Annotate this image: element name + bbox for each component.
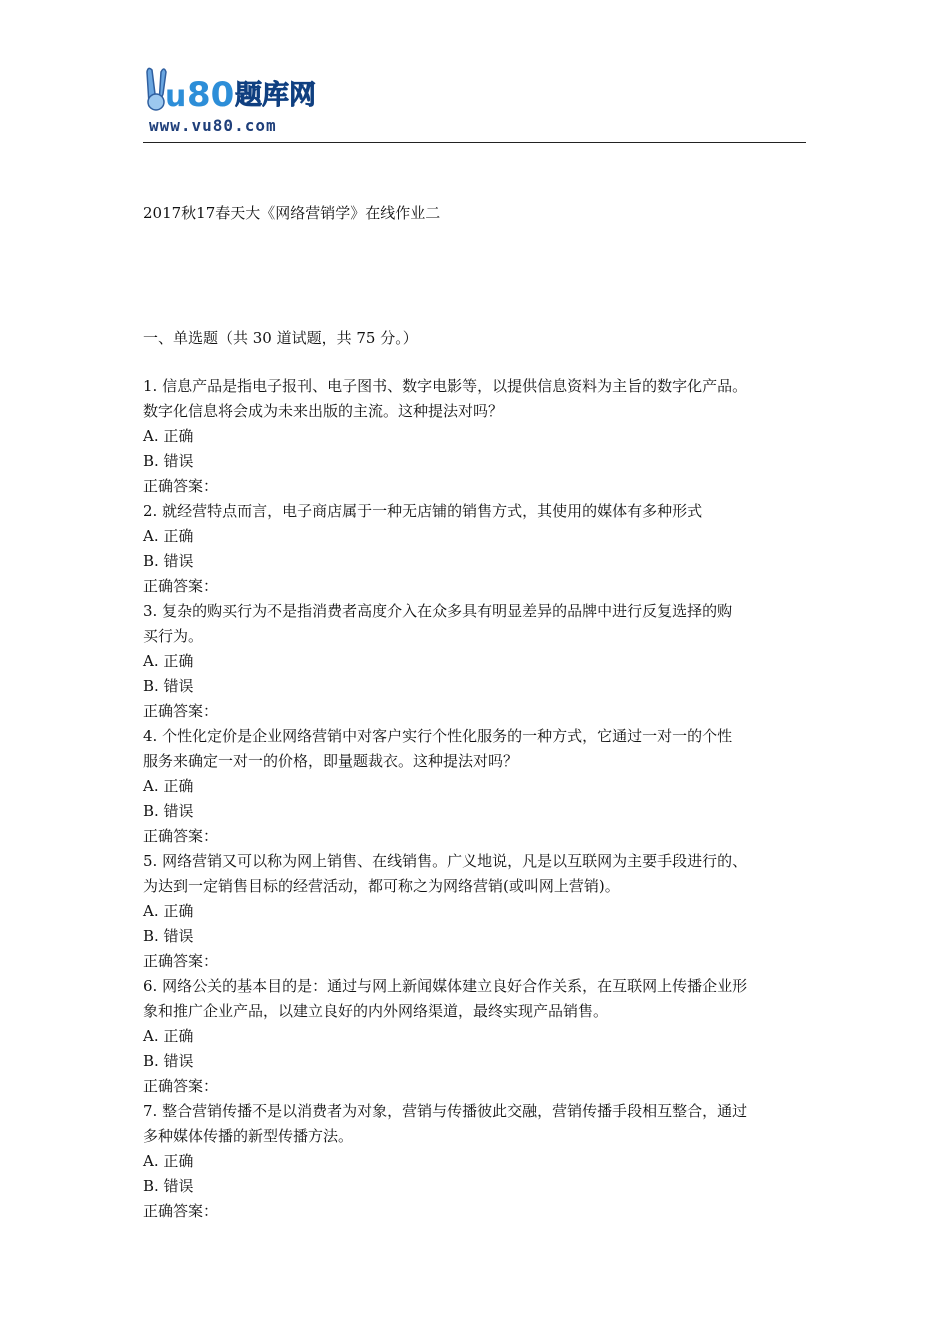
question-text: 1. 信息产品是指电子报刊、电子图书、数字电影等，以提供信息资料为主旨的数字化产品。 — [143, 377, 748, 395]
question-item — [143, 1099, 808, 1224]
option-b: B. 错误 — [143, 802, 194, 820]
question-list — [143, 374, 808, 1224]
option-a: A. 正确 — [143, 652, 194, 670]
question-text: 数字化信息将会成为未来出版的主流。这种提法对吗？ — [143, 402, 504, 420]
question-text: 7. 整合营销传播不是以消费者为对象，营销与传播彼此交融，营销传播手段相互整合，通过 — [143, 1102, 748, 1120]
option-b: B. 错误 — [143, 677, 194, 695]
answer-label: 正确答案： — [143, 477, 219, 495]
question-text: 4. 个性化定价是企业网络营销中对客户实行个性化服务的一种方式，它通过一对一的个性 — [143, 727, 733, 745]
option-a: A. 正确 — [143, 427, 194, 445]
answer-label: 正确答案： — [143, 1202, 219, 1220]
answer-label: 正确答案： — [143, 702, 219, 720]
option-a: A. 正确 — [143, 902, 194, 920]
option-b: B. 错误 — [143, 927, 194, 945]
answer-label: 正确答案： — [143, 577, 219, 595]
question-text: 象和推广企业产品，以建立良好的内外网络渠道，最终实现产品销售。 — [143, 1002, 609, 1020]
option-b: B. 错误 — [143, 552, 194, 570]
question-text: 买行为。 — [143, 627, 204, 645]
question-text: 2. 就经营特点而言，电子商店属于一种无店铺的销售方式，其使用的媒体有多种形式 — [143, 502, 703, 520]
document-title: 2017秋17春天大《网络营销学》在线作业二 — [143, 204, 441, 222]
option-a: A. 正确 — [143, 1152, 194, 1170]
question-text: 5. 网络营销又可以称为网上销售、在线销售。广义地说，凡是以互联网为主要手段进行的、 — [143, 852, 748, 870]
question-text: 服务来确定一对一的价格，即量题裁衣。这种提法对吗？ — [143, 752, 519, 770]
answer-label: 正确答案： — [143, 827, 219, 845]
question-item — [143, 849, 808, 974]
option-a: A. 正确 — [143, 527, 194, 545]
question-text: 3. 复杂的购买行为不是指消费者高度介入在众多具有明显差异的品牌中进行反复选择的购 — [143, 602, 733, 620]
question-item — [143, 724, 808, 849]
question-item — [143, 374, 808, 499]
svg-text:u: u — [165, 79, 187, 114]
svg-text:题库网: 题库网 — [235, 80, 316, 111]
question-item — [143, 599, 808, 724]
question-item — [143, 499, 808, 599]
answer-label: 正确答案： — [143, 1077, 219, 1095]
header-divider — [143, 142, 806, 143]
question-text: 6. 网络公关的基本目的是：通过与网上新闻媒体建立良好合作关系，在互联网上传播企业形 — [143, 977, 748, 995]
option-b: B. 错误 — [143, 1177, 194, 1195]
question-text: 为达到一定销售目标的经营活动，都可称之为网络营销(或叫网上营销)。 — [143, 877, 620, 895]
answer-label: 正确答案： — [143, 952, 219, 970]
vu80-logo-mark — [143, 64, 343, 114]
option-a: A. 正确 — [143, 777, 194, 795]
logo-url-text: www.vu80.com — [149, 116, 277, 135]
site-logo[interactable] — [143, 64, 343, 140]
option-b: B. 错误 — [143, 1052, 194, 1070]
option-b: B. 错误 — [143, 452, 194, 470]
section-heading: 一、单选题（共 30 道试题，共 75 分。） — [143, 329, 418, 347]
question-text: 多种媒体传播的新型传播方法。 — [143, 1127, 354, 1145]
svg-text:80: 80 — [187, 75, 235, 114]
option-a: A. 正确 — [143, 1027, 194, 1045]
question-item — [143, 974, 808, 1099]
